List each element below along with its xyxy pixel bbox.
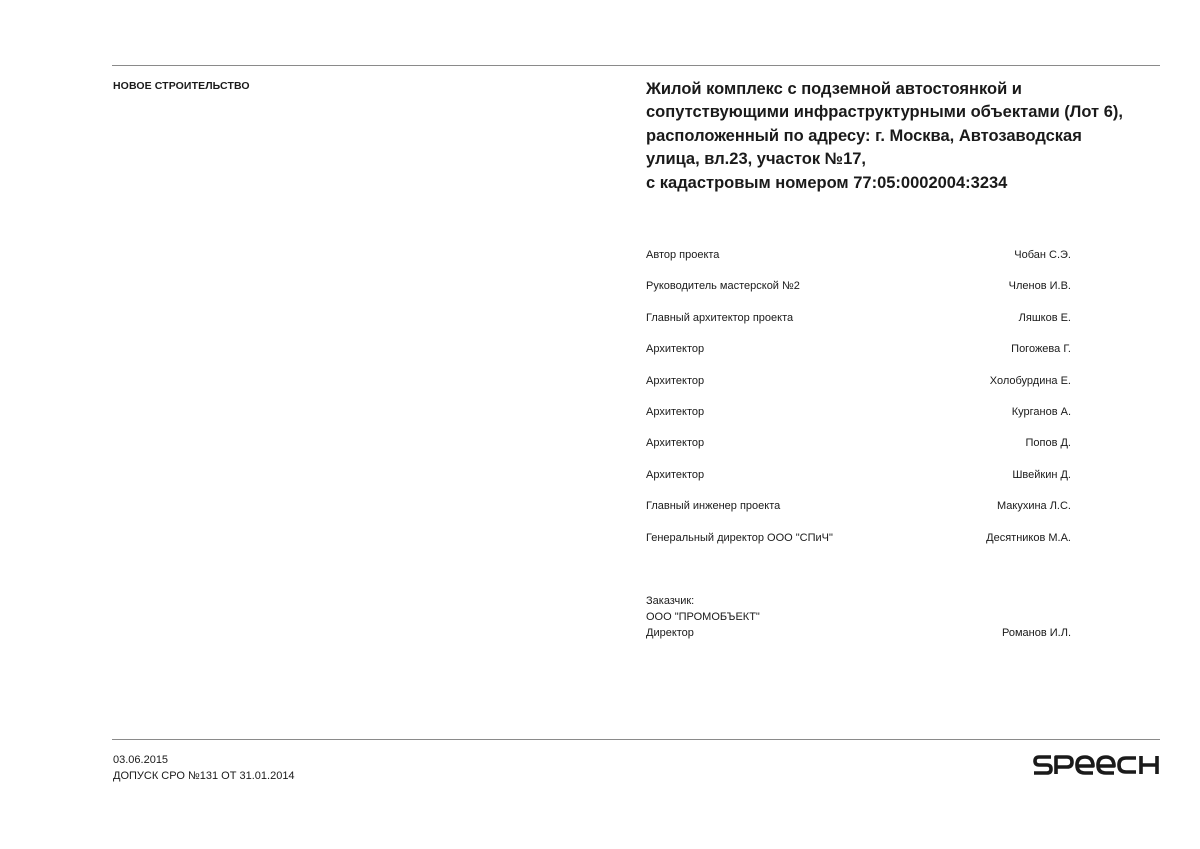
project-title-line: Жилой комплекс с подземной автостоянкой и bbox=[646, 80, 1022, 98]
customer-block bbox=[646, 593, 1071, 641]
section-label: НОВОЕ СТРОИТЕЛЬСТВО bbox=[113, 80, 250, 92]
customer-company: ООО "ПРОМОБЪЕКТ" bbox=[646, 611, 760, 623]
project-title-line: с кадастровым номером 77:05:0002004:3234 bbox=[646, 173, 1008, 192]
team-role: Автор проекта bbox=[646, 249, 720, 261]
header-divider bbox=[112, 65, 1160, 66]
team-role: Архитектор bbox=[646, 437, 705, 450]
team-row bbox=[646, 467, 1071, 498]
team-role: Руководитель мастерской №2 bbox=[646, 280, 800, 293]
document-date: 03.06.2015 bbox=[113, 754, 169, 766]
team-row bbox=[646, 435, 1071, 466]
team-name: Ляшков Е. bbox=[1018, 311, 1071, 324]
team-role: Архитектор bbox=[646, 343, 705, 356]
customer-label: Заказчик: bbox=[646, 595, 695, 607]
team-row bbox=[646, 404, 1071, 435]
customer-position: Директор bbox=[646, 627, 694, 639]
team-role: Архитектор bbox=[646, 405, 705, 418]
team-name: Членов И.В. bbox=[1008, 280, 1071, 293]
team-row bbox=[646, 373, 1071, 404]
team-name: Швейкин Д. bbox=[1012, 468, 1071, 481]
team-row bbox=[646, 278, 1071, 309]
team-name: Курганов А. bbox=[1011, 405, 1071, 418]
team-row bbox=[646, 498, 1071, 529]
project-title-line: расположенный по адресу: г. Москва, Автозаводская bbox=[646, 126, 1082, 145]
customer-director-row bbox=[646, 625, 1071, 641]
team-name: Чобан С.Э. bbox=[1014, 249, 1071, 261]
team-role: Архитектор bbox=[646, 468, 705, 481]
footer-divider bbox=[112, 739, 1160, 740]
team-name: Холобурдина Е. bbox=[989, 374, 1071, 387]
team-name: Погожева Г. bbox=[1011, 343, 1071, 356]
project-title-line: сопутствующими инфраструктурными объектами (Лот 6), bbox=[646, 103, 1123, 122]
project-title-line: улица, вл.23, участок №17, bbox=[646, 150, 867, 169]
team-row bbox=[646, 530, 1071, 561]
team-name: Макухина Л.С. bbox=[996, 500, 1071, 513]
customer-name: Романов И.Л. bbox=[1002, 627, 1071, 639]
speech-logo bbox=[1032, 752, 1160, 778]
team-row bbox=[646, 247, 1071, 278]
team-role: Главный архитектор проекта bbox=[646, 311, 794, 324]
team-row bbox=[646, 310, 1071, 341]
team-role: Архитектор bbox=[646, 374, 705, 387]
license-text: ДОПУСК СРО №131 ОТ 31.01.2014 bbox=[113, 770, 295, 782]
team-role: Главный инженер проекта bbox=[646, 500, 781, 513]
team-role: Генеральный директор ООО "СПиЧ" bbox=[646, 531, 833, 544]
project-title bbox=[646, 78, 1146, 195]
team-name: Десятников М.А. bbox=[986, 531, 1071, 544]
project-team-list bbox=[646, 247, 1071, 561]
team-name: Попов Д. bbox=[1025, 437, 1071, 450]
team-row bbox=[646, 341, 1071, 372]
